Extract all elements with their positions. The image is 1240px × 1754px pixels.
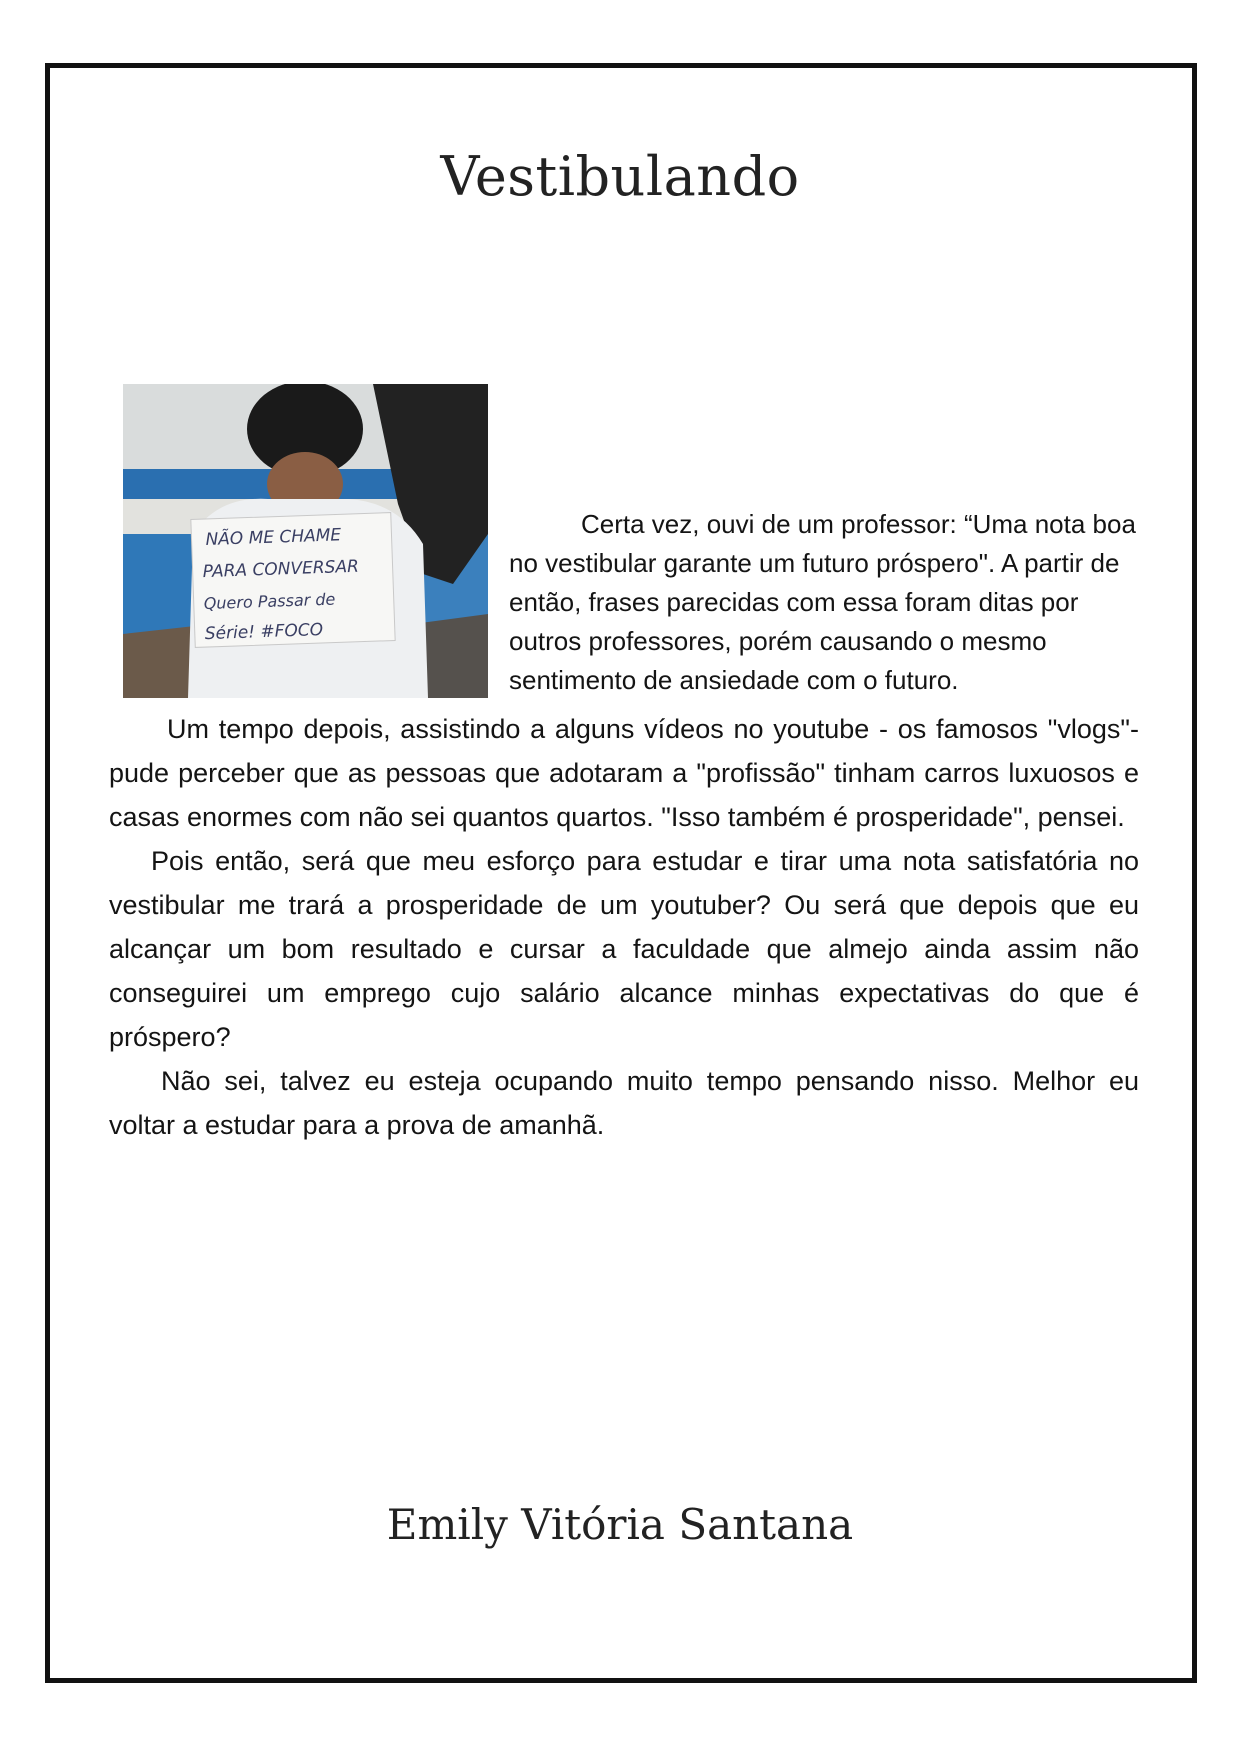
author-name: Emily Vitória Santana	[386, 1500, 854, 1549]
body-text	[109, 707, 1139, 1147]
sign-line-4: Série! #FOCO	[204, 619, 324, 645]
paragraph-3: Pois então, será que meu esforço para estudar e tirar uma nota satisfatória no vestibular me trará a prosperidade de um youtuber? Ou será que depois que eu alcançar um bom resultado e cursar a faculdade que almejo ainda assim não conseguirei um emprego cujo salário alcance minhas expectativas do que é próspero?	[109, 846, 1139, 1052]
sign-line-1: NÃO ME CHAME	[205, 525, 342, 551]
sign-line-2: PARA CONVERSAR	[202, 556, 360, 583]
paragraph-4: Não sei, talvez eu esteja ocupando muito tempo pensando nisso. Melhor eu voltar a estudar para a prova de amanhã.	[109, 1066, 1139, 1140]
paragraph-1	[509, 505, 1149, 700]
paragraph-2: Um tempo depois, assistindo a alguns vídeos no youtube - os famosos "vlogs"- pude perceber que as pessoas que adotaram a "profissão" tinham carros luxuosos e casas enormes com não sei quantos quartos. "Isso também é prosperidade", pensei.	[109, 714, 1139, 832]
student-photo	[123, 384, 488, 698]
page-title: Vestibulando	[440, 145, 800, 208]
sign-line-3: Quero Passar de	[203, 589, 336, 614]
paragraph-1-text: Certa vez, ouvi de um professor: “Uma nota boa no vestibular garante um futuro próspero". A partir de então, frases parecidas com essa foram ditas por outros professores, porém causando o mesmo sentimento de ansiedade com o futuro.	[509, 509, 1136, 695]
